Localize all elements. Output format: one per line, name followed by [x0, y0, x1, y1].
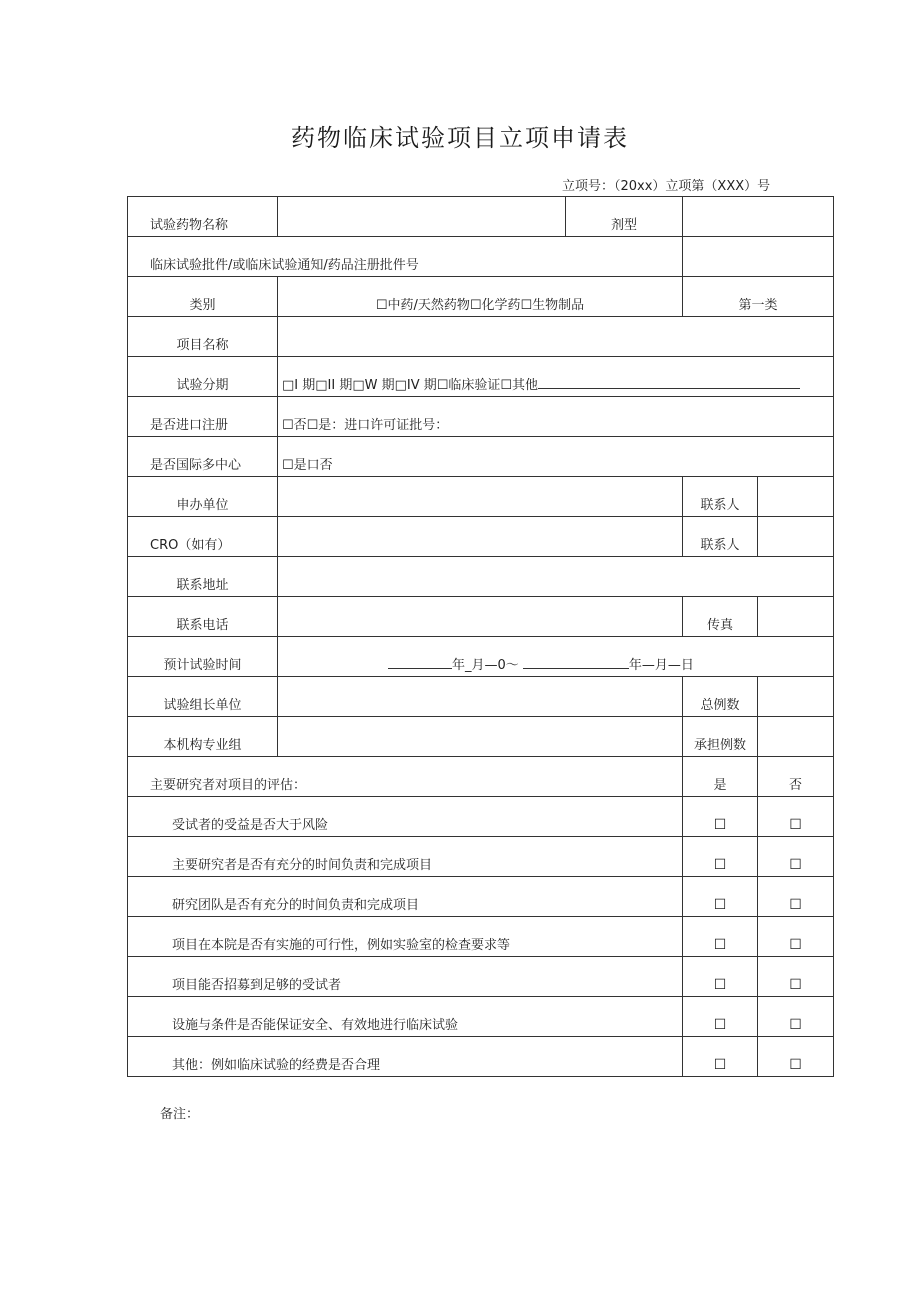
planned-time-end: 年—月—日 [628, 658, 694, 673]
application-form-table [127, 196, 834, 1077]
eval-3-no-checkbox[interactable]: ☐ [758, 877, 834, 917]
address-label: 联系地址 [128, 557, 278, 597]
undertake-cases-label: 承担例数 [683, 717, 758, 757]
phase-options-text[interactable]: □I 期□II 期□W 期□IV 期☐临床验证☐其他 [282, 378, 539, 393]
address-field[interactable] [278, 557, 834, 597]
total-cases-label: 总例数 [683, 677, 758, 717]
institution-group-field[interactable] [278, 717, 683, 757]
fax-label: 传真 [683, 597, 758, 637]
drug-name-label: 试验药物名称 [128, 197, 278, 237]
row-eval-1 [128, 797, 834, 837]
row-phase [128, 357, 834, 397]
eval-7-yes-checkbox[interactable]: ☐ [683, 1037, 758, 1077]
row-eval-6 [128, 997, 834, 1037]
planned-time-field[interactable] [278, 637, 834, 677]
eval-6-yes-checkbox[interactable]: ☐ [683, 997, 758, 1037]
eval-5-no-checkbox[interactable]: ☐ [758, 957, 834, 997]
row-institution-group [128, 717, 834, 757]
row-eval-7 [128, 1037, 834, 1077]
sponsor-label: 申办单位 [128, 477, 278, 517]
eval-5-yes-checkbox[interactable]: ☐ [683, 957, 758, 997]
eval-1-no-checkbox[interactable]: ☐ [758, 797, 834, 837]
institution-group-label: 本机构专业组 [128, 717, 278, 757]
page-title: 药物临床试验项目立项申请表 [291, 124, 629, 152]
international-options[interactable]: ☐是口否 [278, 437, 834, 477]
approval-number-label: 临床试验批件/或临床试验通知/药品注册批件号 [128, 237, 683, 277]
sponsor-contact-field[interactable] [758, 477, 834, 517]
phase-other-line[interactable] [538, 376, 800, 389]
undertake-cases-field[interactable] [758, 717, 834, 757]
project-name-label: 项目名称 [128, 317, 278, 357]
eval-item-3: 研究团队是否有充分的时间负责和完成项目 [128, 877, 683, 917]
category-class[interactable]: 第一类 [683, 277, 834, 317]
cro-label: CRO（如有） [128, 517, 278, 557]
row-project-name [128, 317, 834, 357]
eval-item-7: 其他：例如临床试验的经费是否合理 [128, 1037, 683, 1077]
row-eval-2 [128, 837, 834, 877]
dosage-form-label: 剂型 [566, 197, 683, 237]
row-phone [128, 597, 834, 637]
planned-time-start: 年_月—0～ [452, 658, 519, 673]
eval-item-6: 设施与条件是否能保证安全、有效地进行临床试验 [128, 997, 683, 1037]
eval-2-yes-checkbox[interactable]: ☐ [683, 837, 758, 877]
remark-label: 备注： [160, 1107, 200, 1122]
project-name-field[interactable] [278, 317, 834, 357]
leader-unit-field[interactable] [278, 677, 683, 717]
cro-field[interactable] [278, 517, 683, 557]
approval-number-field[interactable] [683, 237, 834, 277]
eval-item-5: 项目能否招募到足够的受试者 [128, 957, 683, 997]
eval-7-no-checkbox[interactable]: ☐ [758, 1037, 834, 1077]
category-options[interactable]: ☐中药/天然药物☐化学药☐生物制品 [278, 277, 683, 317]
planned-time-label: 预计试验时间 [128, 637, 278, 677]
drug-name-field[interactable] [278, 197, 566, 237]
import-label: 是否进口注册 [128, 397, 278, 437]
row-category [128, 277, 834, 317]
sponsor-contact-label: 联系人 [683, 477, 758, 517]
international-label: 是否国际多中心 [128, 437, 278, 477]
row-cro [128, 517, 834, 557]
evaluation-header: 主要研究者对项目的评估： [128, 757, 683, 797]
fax-field[interactable] [758, 597, 834, 637]
row-import [128, 397, 834, 437]
eval-1-yes-checkbox[interactable]: ☐ [683, 797, 758, 837]
row-eval-5 [128, 957, 834, 997]
start-year-line[interactable] [388, 656, 452, 669]
row-eval-4 [128, 917, 834, 957]
no-header: 否 [758, 757, 834, 797]
phone-field[interactable] [278, 597, 683, 637]
dosage-form-field[interactable] [683, 197, 834, 237]
eval-item-1: 受试者的受益是否大于风险 [128, 797, 683, 837]
row-eval-3 [128, 877, 834, 917]
total-cases-field[interactable] [758, 677, 834, 717]
phone-label: 联系电话 [128, 597, 278, 637]
phase-label: 试验分期 [128, 357, 278, 397]
leader-unit-label: 试验组长单位 [128, 677, 278, 717]
eval-4-no-checkbox[interactable]: ☐ [758, 917, 834, 957]
row-leader-unit [128, 677, 834, 717]
row-address [128, 557, 834, 597]
application-number: 立项号：（20xx）立项第（XXX）号 [562, 179, 771, 194]
sponsor-field[interactable] [278, 477, 683, 517]
eval-item-4: 项目在本院是否有实施的可行性，例如实验室的检查要求等 [128, 917, 683, 957]
row-sponsor [128, 477, 834, 517]
eval-item-2: 主要研究者是否有充分的时间负责和完成项目 [128, 837, 683, 877]
cro-contact-field[interactable] [758, 517, 834, 557]
eval-3-yes-checkbox[interactable]: ☐ [683, 877, 758, 917]
yes-header: 是 [683, 757, 758, 797]
eval-2-no-checkbox[interactable]: ☐ [758, 837, 834, 877]
phase-options[interactable] [278, 357, 834, 397]
eval-6-no-checkbox[interactable]: ☐ [758, 997, 834, 1037]
cro-contact-label: 联系人 [683, 517, 758, 557]
category-label: 类别 [128, 277, 278, 317]
import-options[interactable]: ☐否☐是：进口许可证批号： [278, 397, 834, 437]
eval-4-yes-checkbox[interactable]: ☐ [683, 917, 758, 957]
row-international [128, 437, 834, 477]
row-planned-time [128, 637, 834, 677]
row-drug-name [128, 197, 834, 237]
row-evaluation-header [128, 757, 834, 797]
end-year-line[interactable] [523, 656, 629, 669]
row-approval [128, 237, 834, 277]
